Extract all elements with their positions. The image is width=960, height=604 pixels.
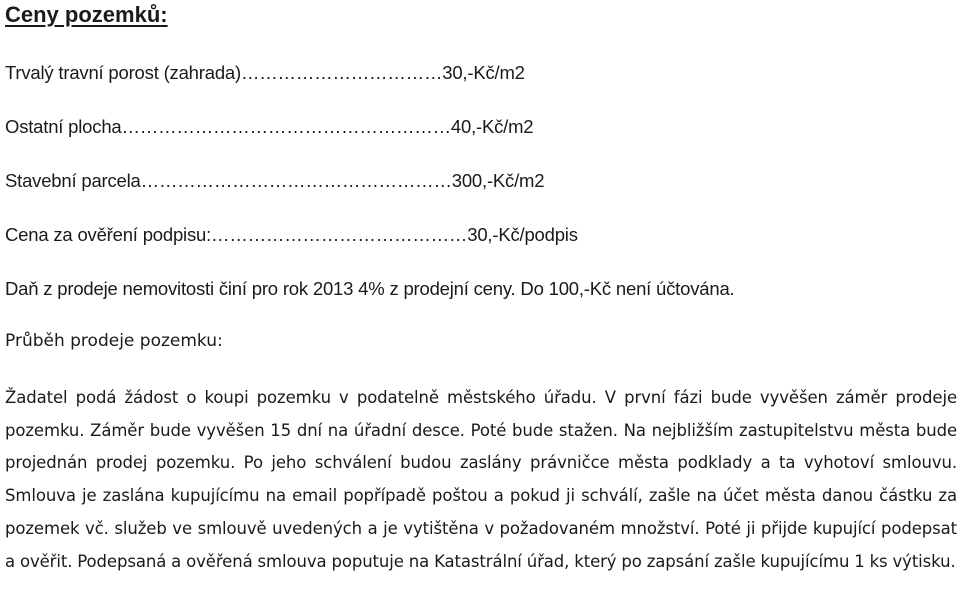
price-line-signature-verification: Cena za ověření podpisu:……………………………………30,-Kč/podpis [5,224,578,245]
price-line-garden: Trvalý travní porost (zahrada)……………………………30,-Kč/m2 [5,62,525,83]
process-paragraph: Žadatel podá žádost o koupi pozemku v podatelně městského úřadu. V první fázi bude vyvěšen záměr prodeje pozemku. Záměr bude vyvěšen 15 dní na úřadní desce. Poté bude stažen. Na nejbližším zastupitelstvu města bude projednán prodej pozemku. Po jeho schválení budou zaslány právničce města podklady a ta vyhotoví smlouvu. Smlouva je zaslána kupujícímu na email popřípadě poštou a pokud ji schválí, zašle na účet města danou částku za pozemek vč. služeb ve smlouvě uvedených a je vytištěna v požadovaném množství. Poté ji přijde kupující podepsat a ověřit. Podepsaná a ověřená smlouva poputuje na Katastrální úřad, který po zapsání zašle kupujícímu 1 ks výtisku. [5,388,957,571]
price-line-other-area: Ostatní plocha………………………………………………40,-Kč/m2 [5,116,534,137]
price-line-building-plot: Stavební parcela……………………………………………300,-Kč/m2 [5,170,545,191]
page-title: Ceny pozemků: [5,2,168,27]
section-title: Průběh prodeje pozemku: [5,331,223,351]
tax-note: Daň z prodeje nemovitosti činí pro rok 2013 4% z prodejní ceny. Do 100,-Kč není účtována. [5,278,735,299]
